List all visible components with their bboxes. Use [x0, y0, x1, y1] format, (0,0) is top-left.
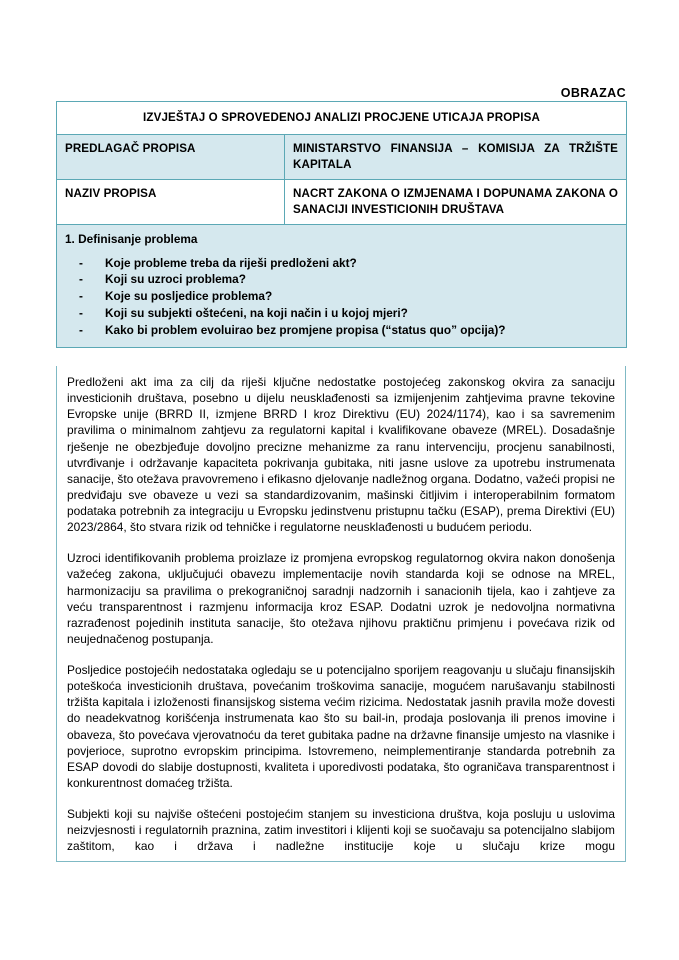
body-paragraph: Predloženi akt ima za cilj da riješi ključne nedostatke postojećeg zakonskog okvira za sanaciju investicionih društava, posebno u dijelu neusklađenosti sa izmijenjenim zahtjevima pravne tekovine Evropske unije (BRRD II, izmjene BRRD I kroz Direktivu (EU) 2024/1174), kao i sa savremenim pravilima o minimalnom zahtjevu za regulatorni kapital i kvalifikovane obaveze (MREL). Dosadašnje rješenje ne obezbjeđuje dovoljno precizne mehanizme za ranu intervenciju, procjenu sanabilnosti, utvrđivanje i održavanje kapaciteta pokrivanja gubitaka, niti jasne uslove za upotrebu instrumenata sanacije, što otežava pravovremeno i efikasno djelovanje nadležnog organa. Dodatno, važeći propisi ne predviđaju sve obaveze u vezi sa standardizovanim, mašinski čitljivim i interoperabilnim formatom podataka potrebnih za integraciju u Evropsku jedinstvenu pristupnu tačku (ESAP), prema Direktivi (EU) 2023/2864, što stvara rizik od tehničke i regulatorne neusklađenosti u budućem periodu. [67, 375, 616, 535]
question-text: Koje su posljedice problema? [105, 289, 273, 304]
regulation-name-value: NACRT ZAKONA O IZMJENAMA I DOPUNAMA ZAKONA O SANACIJI INVESTICIONIH DRUŠTAVA [285, 180, 627, 225]
question-text: Koji su subjekti oštećeni, na koji način i u kojoj mjeri? [105, 305, 408, 320]
dash-marker: - [79, 305, 83, 320]
list-item [79, 305, 618, 322]
form-label: OBRAZAC [560, 86, 626, 100]
table-row-regulation-name [57, 180, 627, 225]
dash-marker: - [79, 255, 83, 270]
list-item [79, 271, 618, 288]
dash-marker: - [79, 322, 83, 337]
table-row-title [57, 102, 627, 135]
body-paragraph: Subjekti koji su najviše oštećeni postojećim stanjem su investiciona društva, koja posluju u uslovima neizvjesnosti i regulatornih praznina, zatim investitori i klijenti koji se suočavaju sa potencijalno slabijom zaštitom, kao i država i nadležne institucije koje u slučaju krize mogu [67, 807, 615, 854]
question-text: Kako bi problem evoluirao bez promjene propisa (“status quo” opcija)? [105, 322, 506, 337]
list-item [79, 322, 618, 339]
document-title: IZVJEŠTAJ O SPROVEDENOJ ANALIZI PROCJENE UTICAJA PROPISA [57, 102, 627, 135]
question-text: Koje probleme treba da riješi predloženi akt? [105, 255, 357, 270]
body-paragraph: Uzroci identifikovanih problema proizlaze iz promjena evropskog regulatornog okvira nakon donošenja važećeg zakona, uključujući obavezu implementacije novih standarda koji se odnose na MREL, harmonizaciju sa pravilima o prekograničnoj saradnji nadzornih i sanacionih tijela, kao i zahtjeve za veću transparentnost i razmjenu informacija kroz ESAP. Dodatni uzrok je nedovoljna normativna razrađenost pojedinih instituta sanacije, što otežava njihovu praktičnu primjenu i povećava rizik od neujednačenog postupanja. [67, 551, 615, 646]
dash-marker: - [79, 289, 83, 304]
proposer-value: MINISTARSTVO FINANSIJA – KOMISIJA ZA TRŽIŠTE KAPITALA [285, 135, 627, 180]
question-list [65, 255, 618, 339]
section-heading: 1. Definisanje problema [65, 232, 198, 247]
form-label-row [56, 84, 626, 102]
body-paragraph: Posljedice postojećih nedostataka ogledaju se u potencijalno sporijem reagovanju u slučaju finansijskih poteškoća investicionih društava, povećanim troškovima sanacije, mogućem narušavanju stabilnosti tržišta kapitala i izloženosti finansijskog sistema većim rizicima. Nedostatak jasnih pravila može dovesti do neadekvatnog korišćenja instrumenata kao što su bail-in, prodaja poslovanja ili prenos imovine i obaveza, što povećava vjerovatnoću da teret gubitaka padne na državne finansije umjesto na vlasnike i povjerioce, suprotno evropskim principima. Istovremeno, neimplementiranje standarda potrebnih za ESAP dovodi do slabije dostupnosti, kvaliteta i uporedivosti podataka, što ograničava transparentnost i konkurentnost domaćeg tržišta. [67, 663, 615, 790]
regulation-form-table [56, 101, 627, 348]
table-row-proposer [57, 135, 627, 180]
dash-marker: - [79, 272, 83, 287]
answer-body-block [56, 366, 626, 862]
list-item [79, 255, 618, 272]
section-problem-definition [57, 225, 627, 348]
regulation-name-label: NAZIV PROPISA [57, 180, 285, 225]
proposer-label: PREDLAGAČ PROPISA [57, 135, 285, 180]
table-row-section-problem-definition [57, 225, 627, 348]
list-item [79, 288, 618, 305]
question-text: Koji su uzroci problema? [105, 272, 246, 287]
